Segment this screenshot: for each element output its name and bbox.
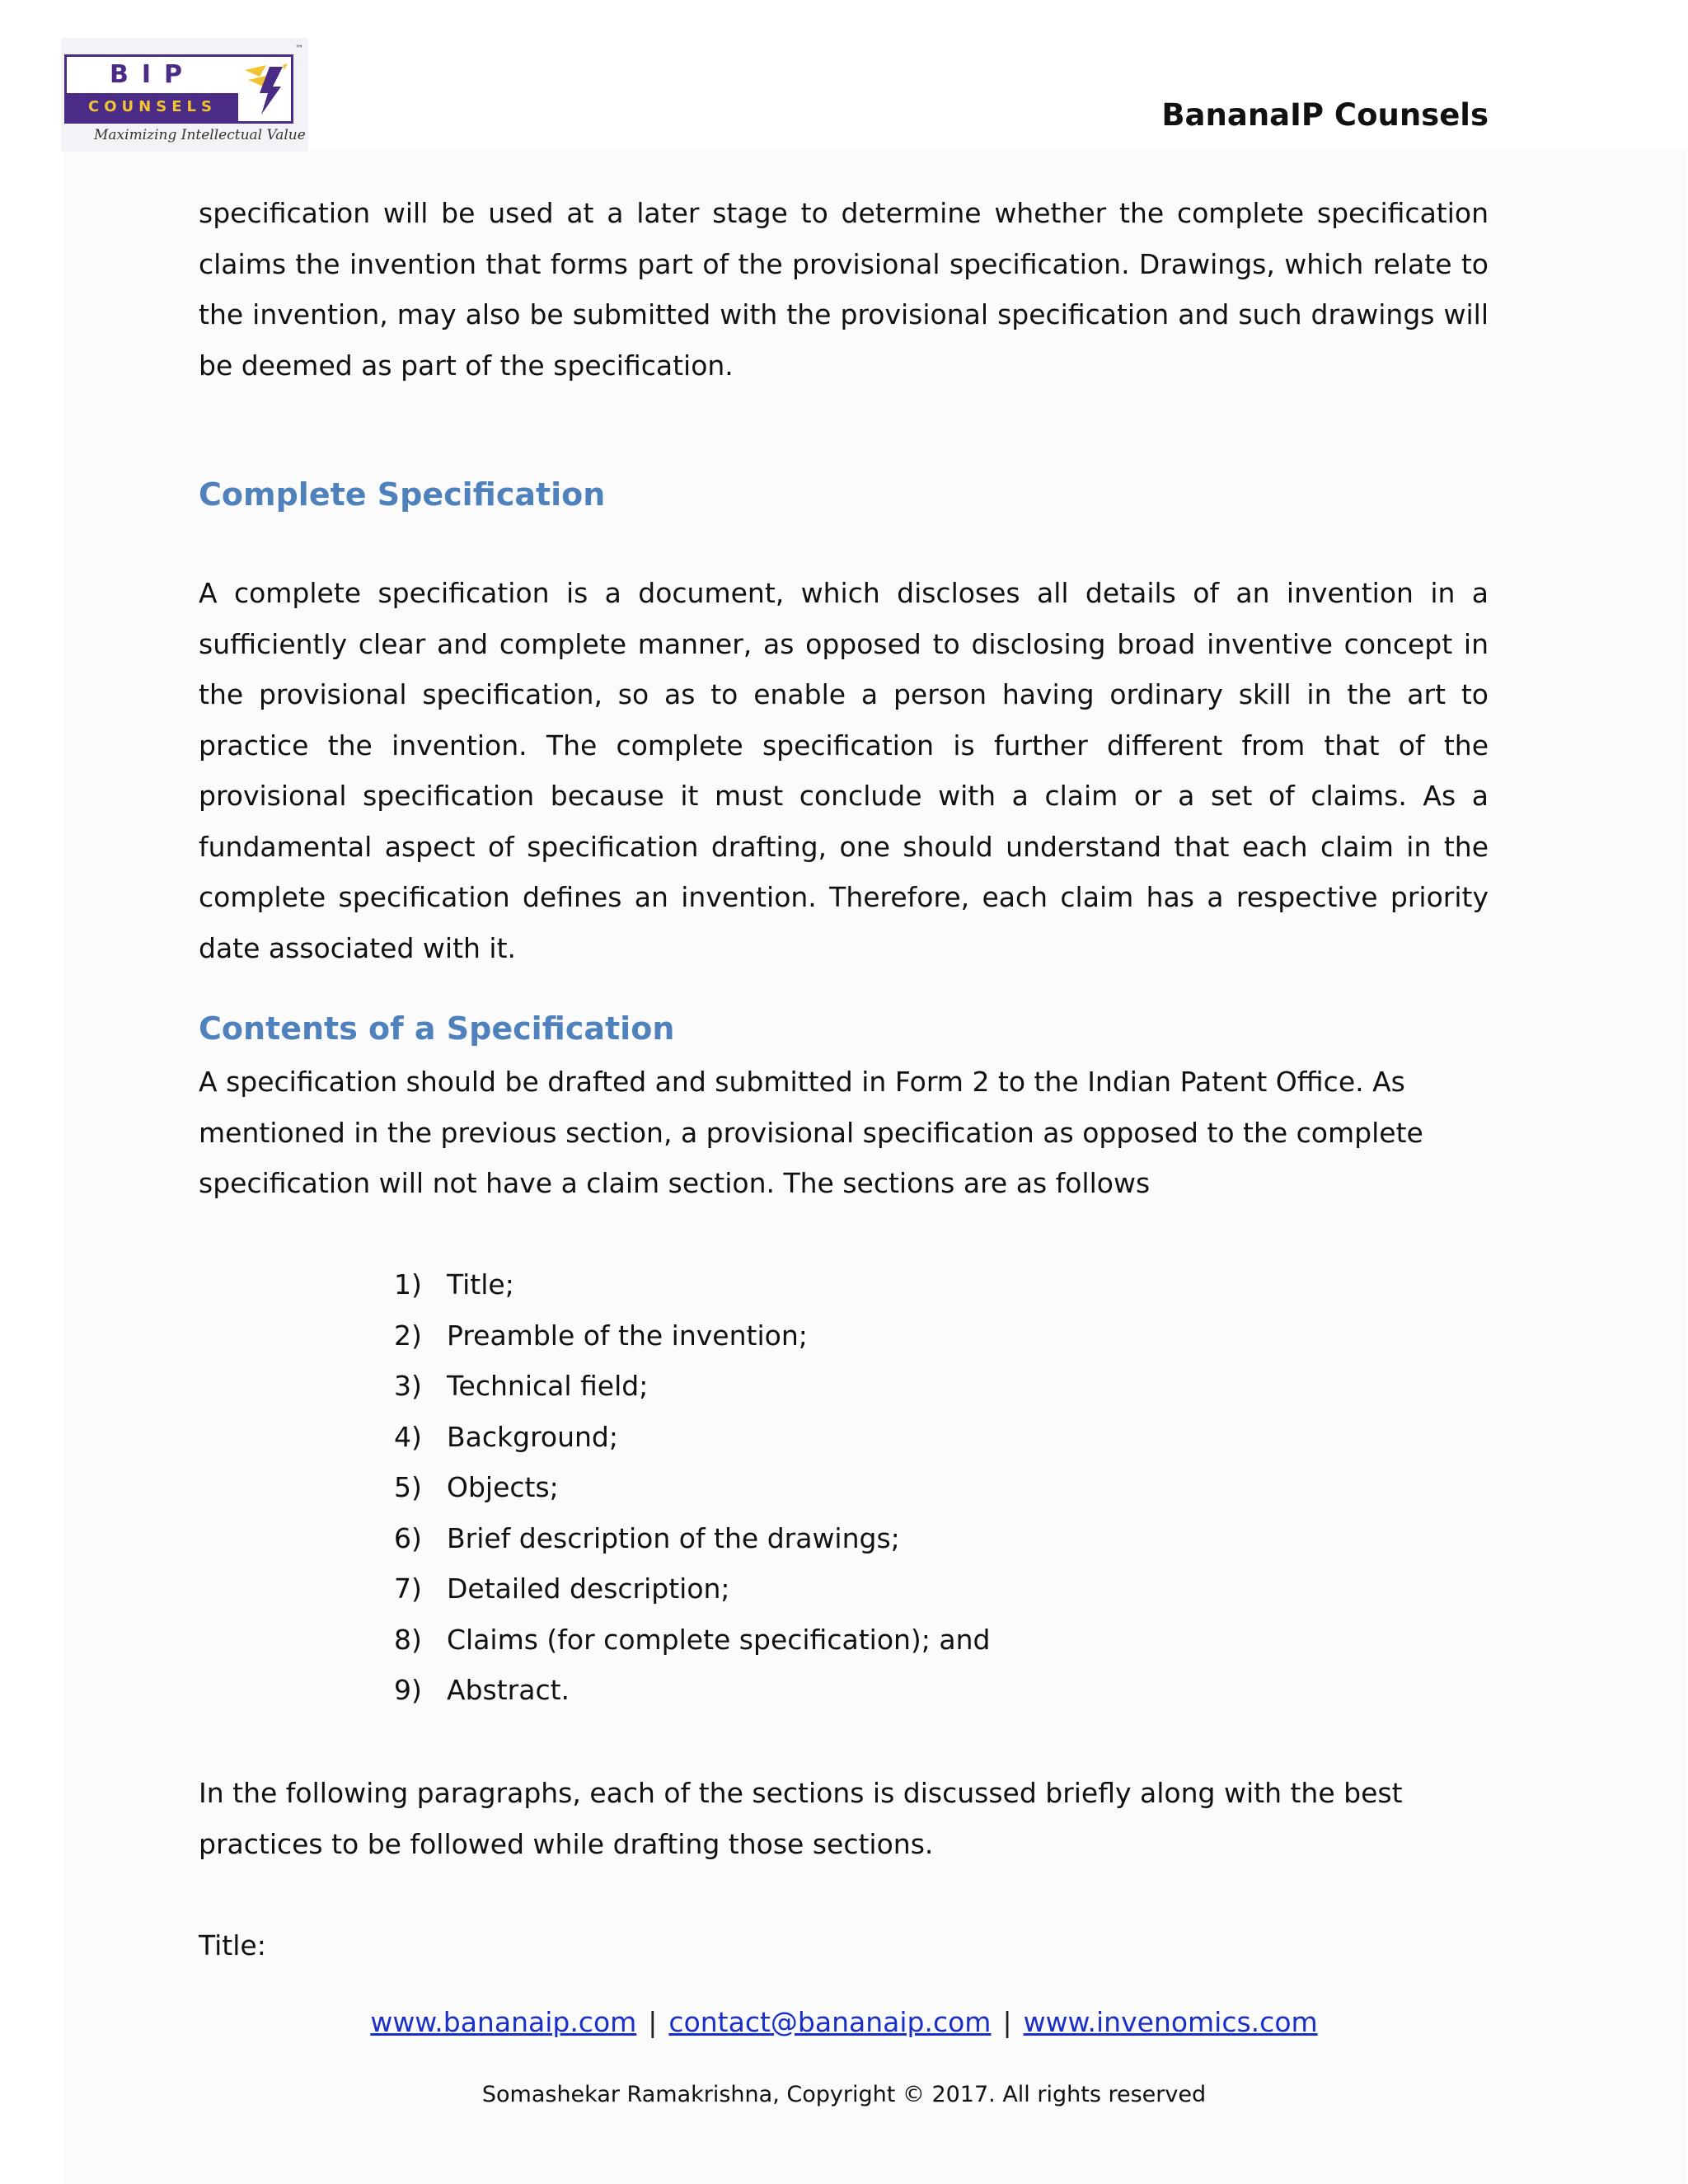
footer-separator: |: [648, 2006, 658, 2038]
list-item: [394, 1615, 990, 1666]
brand-name: BananaIP Counsels: [1161, 97, 1489, 133]
list-item: [394, 1462, 990, 1513]
title-label: Title:: [199, 1929, 266, 1961]
heading-contents-of-specification: Contents of a Specification: [199, 1010, 675, 1047]
list-item-text: Technical field;: [447, 1370, 649, 1402]
contact-email-link[interactable]: contact@bananaip.com: [668, 2006, 992, 2038]
logo-tagline: Maximizing Intellectual Value: [94, 127, 306, 143]
contents-intro-line: A specification should be drafted and submitted in Form 2 to the Indian Patent Office. As: [199, 1066, 1405, 1098]
logo-counsels-text: COUNSELS: [67, 93, 238, 121]
invenomics-website-link[interactable]: www.invenomics.com: [1023, 2006, 1318, 2038]
wing-bolt-icon: [241, 62, 289, 118]
intro-paragraph: specification will be used at a later stage to determine whether the complete specification claims the invention that forms part of the provisional specification. Drawings, which relate to the invention, may also be submitted with the provisional specification and such drawings will be deemed as part of the specification.: [199, 197, 1489, 382]
list-item-text: Preamble of the invention;: [447, 1319, 808, 1352]
list-item-text: Brief description of the drawings;: [447, 1521, 900, 1554]
list-item-number: 6): [394, 1521, 422, 1554]
list-item-number: 9): [394, 1674, 422, 1706]
list-item-text: Title;: [447, 1268, 514, 1301]
logo-box: [64, 54, 293, 124]
list-item-number: 4): [394, 1420, 422, 1453]
contents-intro-line: mentioned in the previous section, a provisional specification as opposed to the complete: [199, 1116, 1423, 1149]
complete-specification-paragraph: A complete specification is a document, which discloses all details of an invention in a sufficiently clear and complete manner, as opposed to disclosing broad inventive concept in the provisional specification, so as to enable a person having ordinary skill in the art to practice the invention. The complete specification is further different from that of the provisional specification because it must conclude with a claim or a set of claims. As a fundamental aspect of specification drafting, one should understand that each claim in the complete specification defines an invention. Therefore, each claim has a respective priority date associated with it.: [199, 577, 1489, 964]
list-item: [394, 1361, 990, 1412]
heading-complete-specification: Complete Specification: [199, 476, 606, 513]
closing-line: In the following paragraphs, each of the sections is discussed briefly along with the best: [199, 1777, 1403, 1809]
closing-line: practices to be followed while drafting those sections.: [199, 1827, 934, 1860]
footer-separator: |: [1002, 2006, 1012, 2038]
copyright-notice: Somashekar Ramakrishna, Copyright © 2017. All rights reserved: [481, 2082, 1207, 2107]
list-item: [394, 1412, 990, 1463]
logo-bip-text: BIP: [109, 60, 195, 89]
list-item-number: 8): [394, 1623, 422, 1656]
bananaip-website-link[interactable]: www.bananaip.com: [370, 2006, 637, 2038]
contents-intro-line: specification will not have a claim section. The sections are as follows: [199, 1167, 1151, 1199]
list-item-number: 2): [394, 1319, 422, 1352]
footer-links: [0, 2006, 1688, 2038]
list-item-text: Claims (for complete specification); and: [447, 1623, 991, 1656]
list-item: [394, 1259, 990, 1310]
trademark-symbol: ™: [295, 45, 303, 54]
list-item-number: 1): [394, 1268, 422, 1301]
list-item-number: 3): [394, 1370, 422, 1402]
list-item-text: Detailed description;: [447, 1572, 730, 1605]
list-item-text: Objects;: [447, 1471, 559, 1503]
bip-counsels-logo: [61, 38, 308, 152]
list-item: [394, 1513, 990, 1564]
list-item: [394, 1310, 990, 1361]
sections-list: [394, 1259, 990, 1716]
list-item: [394, 1665, 990, 1716]
list-item-number: 5): [394, 1471, 422, 1503]
list-item-number: 7): [394, 1572, 422, 1605]
contents-intro: [199, 1057, 1489, 1209]
list-item: [394, 1563, 990, 1615]
list-item-text: Abstract.: [447, 1674, 570, 1706]
list-item-text: Background;: [447, 1420, 618, 1453]
closing-paragraph: [199, 1768, 1489, 1869]
